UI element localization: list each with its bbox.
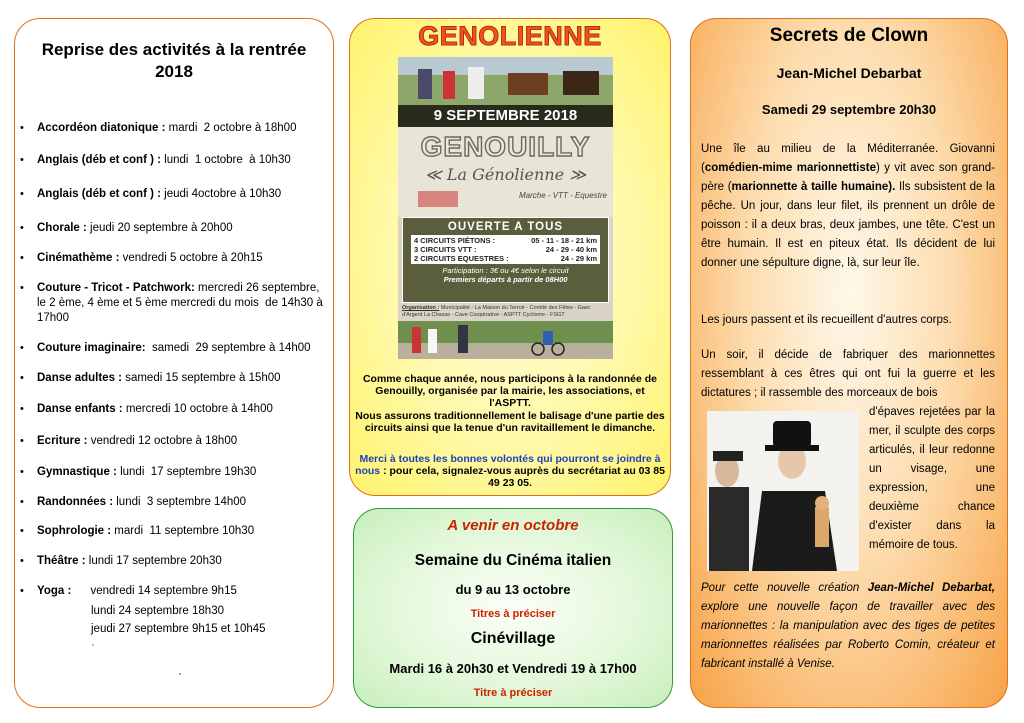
circuit-row: [414, 254, 597, 263]
sponsor-logos: [418, 191, 458, 207]
activities-title: [15, 39, 333, 83]
bullet-icon: •: [20, 555, 24, 567]
clown-photo: [707, 411, 859, 571]
activity-text: [37, 251, 331, 266]
story-para-3-cont: d'épaves rejetées par la mer, il sculpte des corps articulés, il leur redonne un visage, une expression, une deuxième chance d'exister dans la mémoire de tous.: [869, 406, 995, 551]
event-1-note: Titres à préciser: [470, 608, 556, 620]
activity-name: Couture imaginaire:: [37, 342, 146, 354]
bullet-icon: •: [20, 435, 24, 447]
activity-text: [37, 281, 331, 326]
activity-name: Yoga :: [37, 585, 72, 597]
activity-name: Cinémathème :: [37, 252, 120, 264]
bullet-icon: •: [20, 403, 24, 415]
activity-detail: jeudi 4octobre à 10h30: [160, 188, 282, 200]
activity-text: [37, 524, 331, 539]
bullet-icon: •: [20, 222, 24, 234]
activity-detail: mardi 11 septembre 10h30: [111, 525, 255, 537]
poster-header: [398, 127, 613, 217]
genolienne-para-3: Merci à toutes les bonnes volontés qui pourront se joindre à nous : pour cela, signalez-vous auprès du secrétariat au 03 85 49 23 05.: [355, 453, 665, 489]
story-para-4: Pour cette nouvelle création Jean-Michel Debarbat, explore une nouvelle façon de travailler avec des marionnettes : la manipulation avec des tiges de petites marionnettes réalisées par Roberto Comin, créateur et fabricant installé à Venise.: [701, 582, 995, 670]
activity-name: Sophrologie :: [37, 525, 112, 537]
activity-text: [37, 495, 331, 510]
genolienne-para-1: Comme chaque année, nous participons à la randonnée de Genouilly, organisée par la mairie, les associations, et l'ASPTT.: [362, 373, 658, 409]
activity-detail: lundi 1 octobre à 10h30: [160, 154, 291, 166]
activity-detail: mardi 2 octobre à 18h00: [165, 122, 297, 134]
activities-panel: [14, 18, 334, 708]
poster-organisation: Organisation : Municipalité - La Maison du Terroir - Comité des Fêtes - Gaec d'Argent La Chasse - Cave Coopérative - ASPTT Cyclisme - FSGT: [402, 305, 591, 318]
activity-name: Gymnastique :: [37, 466, 117, 478]
activity-detail: vendredi 5 octobre à 20h15: [119, 252, 263, 264]
circuit-label: 3 CIRCUITS VTT :: [414, 245, 477, 254]
story-para-3: Un soir, il décide de fabriquer des marionnettes ressemblant à ces êtres qui ont fui la guerre et les dictatures ; il rassemble des morceaux de bois: [701, 349, 995, 399]
poster-open: OUVERTE A TOUS: [447, 221, 564, 233]
clown-puppets-image: [707, 411, 859, 571]
activity-detail: samedi 29 septembre à 14h00: [145, 342, 311, 354]
bullet-icon: •: [20, 525, 24, 537]
bullet-icon: •: [20, 188, 24, 200]
activity-detail: mercredi 26 septembre, le 2 ème, 4 ème et 5 ème mercredi du mois de 14h30 à 17h00: [37, 282, 326, 324]
bullet-icon: •: [20, 342, 24, 354]
bullet-icon: •: [20, 154, 24, 166]
bullet-icon: •: [20, 585, 24, 597]
show-date: Samedi 29 septembre 20h30: [761, 102, 937, 117]
event-2-title: Cinévillage: [470, 630, 556, 647]
upcoming-heading: A venir en octobre: [447, 517, 579, 534]
activity-detail: vendredi 14 septembre 9h15: [71, 585, 237, 597]
upcoming-panel: [353, 508, 673, 708]
poster-top-photo: [398, 57, 613, 105]
poster-types: Marche - VTT - Equestre: [518, 191, 607, 200]
activity-detail: samedi 15 septembre à 15h00: [122, 372, 281, 384]
title-line-1: Reprise des activités à la rentrée: [41, 40, 307, 59]
circuit-label: 4 CIRCUITS PIÉTONS :: [414, 236, 496, 245]
show-author: Jean-Michel Debarbat: [776, 65, 922, 81]
poster-date: 9 SEPTEMBRE 2018: [398, 105, 613, 127]
activity-name: Couture - Tricot - Patchwork:: [37, 282, 195, 294]
poster-departs: Premiers départs à partir de 08H00: [443, 275, 568, 284]
poster-bottom-photo: [398, 321, 613, 359]
story-para-1: Une île au milieu de la Méditerranée. Giovanni (comédien-mime marionnettiste) y vit avec son grand-père (marionnette à taille humaine). Ils subsistent de la pêche. Un jour, dans leur filet, ils prennent un drôle de poisson : il a deux bras, deux jambes, une tête. C'est un être humain. Il est en piteux état. Ils décident de lui donner une sépulture digne, là, sur leur île.: [701, 143, 995, 269]
circuit-value: 24 - 29 - 40 km: [545, 245, 597, 254]
red-dot: ·: [91, 637, 95, 651]
event-2-note: Titre à préciser: [473, 687, 553, 699]
title-line-2: 2018: [155, 62, 193, 81]
activity-text: [37, 121, 331, 136]
event-1-dates: du 9 au 13 octobre: [455, 582, 571, 597]
bullet-icon: •: [20, 466, 24, 478]
circuit-value: 24 - 29 km: [560, 254, 597, 263]
genolienne-title: GENOLIENNE: [418, 21, 602, 51]
story-para-2: Les jours passent et ils recueillent d'autres corps.: [701, 314, 952, 326]
yoga-line-2: lundi 24 septembre 18h30: [91, 605, 224, 617]
poster-participation: Participation : 3€ ou 4€ selon le circuit: [442, 266, 569, 275]
circuit-row: [414, 245, 597, 254]
genolienne-panel: [349, 18, 671, 496]
activity-text: [37, 153, 331, 168]
bullet-icon: •: [20, 252, 24, 264]
black-dot: ·: [178, 666, 182, 680]
activity-detail: lundi 3 septembre 14h00: [113, 496, 247, 508]
activity-name: Anglais (déb et conf ) :: [37, 188, 161, 200]
activity-detail: mercredi 10 octobre à 14h00: [122, 403, 273, 415]
genolienne-poster: [398, 57, 613, 359]
activity-text: [37, 584, 331, 599]
bullet-icon: •: [20, 372, 24, 384]
activity-detail: lundi 17 septembre 20h30: [85, 555, 222, 567]
poster-circuits: [411, 235, 600, 264]
activity-text: [37, 341, 331, 356]
bullet-icon: •: [20, 282, 24, 294]
activity-name: Danse enfants :: [37, 403, 123, 415]
activity-text: [37, 402, 331, 417]
activity-detail: jeudi 20 septembre à 20h00: [86, 222, 233, 234]
bullet-icon: •: [20, 122, 24, 134]
activity-detail: lundi 17 septembre 19h30: [116, 466, 257, 478]
activity-text: [37, 187, 331, 202]
activity-name: Randonnées :: [37, 496, 114, 508]
event-2-dates: Mardi 16 à 20h30 et Vendredi 19 à 17h00: [389, 661, 637, 676]
activity-text: [37, 221, 331, 236]
event-1-title: Semaine du Cinéma italien: [414, 552, 612, 569]
activity-name: Accordéon diatonique :: [37, 122, 166, 134]
clown-panel: [690, 18, 1008, 708]
circuit-row: [414, 236, 597, 245]
activity-name: Danse adultes :: [37, 372, 122, 384]
activity-text: [37, 434, 331, 449]
circuit-value: 05 - 11 - 18 - 21 km: [531, 236, 597, 245]
poster-subtitle: ≪ La Génolienne ≫: [425, 165, 586, 184]
yoga-line-3: jeudi 27 septembre 9h15 et 10h45: [91, 623, 266, 635]
activity-text: [37, 554, 331, 569]
activity-text: [37, 371, 331, 386]
activity-detail: vendredi 12 octobre à 18h00: [87, 435, 238, 447]
show-title: Secrets de Clown: [769, 25, 929, 46]
bullet-icon: •: [20, 496, 24, 508]
activity-text: [37, 465, 331, 480]
activity-name: Chorale :: [37, 222, 87, 234]
circuit-label: 2 CIRCUITS EQUESTRES :: [414, 254, 509, 263]
genolienne-para-2: Nous assurons traditionnellement le balisage d'une partie des circuits ainsi que la tenue d'un ravitaillement le dimanche.: [355, 410, 665, 434]
poster-town: GENOUILLY: [420, 131, 591, 162]
poster-info-box: [402, 217, 609, 303]
activity-name: Théâtre :: [37, 555, 86, 567]
activity-name: Ecriture :: [37, 435, 88, 447]
activity-name: Anglais (déb et conf ) :: [37, 154, 161, 166]
